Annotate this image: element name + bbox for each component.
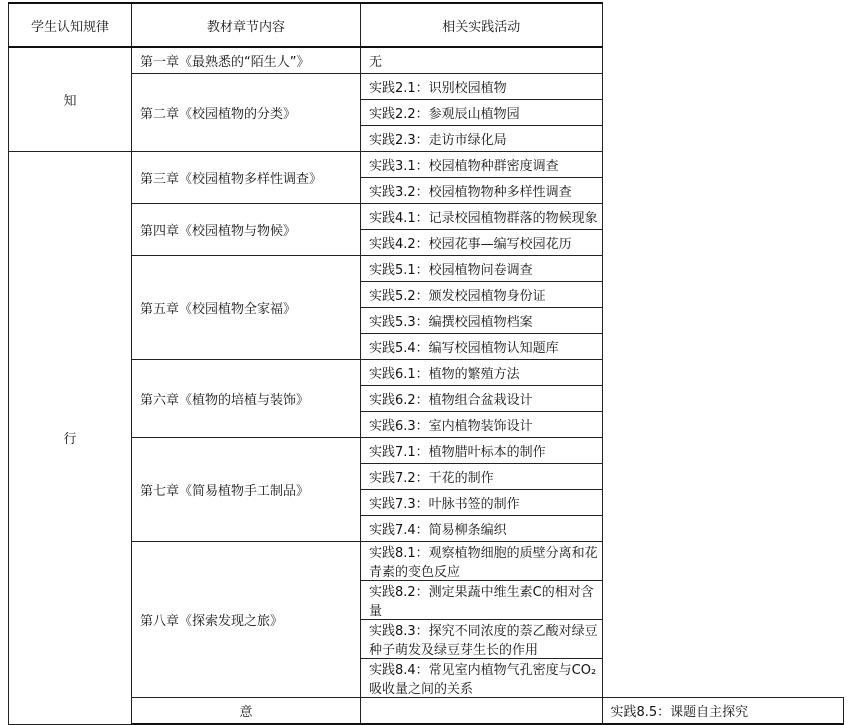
chapter-title: 第二章《校园植物的分类》 [132, 74, 361, 152]
curriculum-table [8, 2, 844, 725]
activity-cell: 无 [361, 47, 603, 74]
activity-cell: 实践8.3：探究不同浓度的萘乙酸对绿豆种子萌发及绿豆芽生长的作用 [361, 620, 603, 659]
activity-cell: 实践6.2：植物组合盆栽设计 [361, 386, 603, 412]
table-row [9, 152, 844, 178]
activity-cell: 实践2.3：走访市绿化局 [361, 126, 603, 152]
activity-cell: 实践7.2：干花的制作 [361, 464, 603, 490]
activity-cell: 实践5.4：编写校园植物认知题库 [361, 334, 603, 360]
chapter-title: 第五章《校园植物全家福》 [132, 256, 361, 360]
table-row [9, 204, 844, 230]
table-row [9, 360, 844, 386]
stage-yi: 意 [132, 698, 361, 725]
stage-zhi: 知 [9, 47, 132, 152]
activity-cell: 实践8.4：常见室内植物气孔密度与CO₂吸收量之间的关系 [361, 659, 603, 698]
chapter-title: 第三章《校园植物多样性调查》 [132, 152, 361, 204]
table-row [9, 542, 844, 581]
activity-cell: 实践5.2：颁发校园植物身份证 [361, 282, 603, 308]
table-row [9, 698, 844, 725]
header-activities: 相关实践活动 [361, 3, 603, 47]
chapter-title: 第六章《植物的培植与装饰》 [132, 360, 361, 438]
activity-cell: 实践2.1：识别校园植物 [361, 74, 603, 100]
activity-cell: 实践7.3：叶脉书签的制作 [361, 490, 603, 516]
chapter-title: 第一章《最熟悉的“陌生人”》 [132, 47, 361, 74]
table-row [9, 256, 844, 282]
activity-cell: 实践7.4：简易柳条编织 [361, 516, 603, 542]
chapter-title: 第八章《探索发现之旅》 [132, 542, 361, 698]
activity-cell: 实践8.1：观察植物细胞的质壁分离和花青素的变色反应 [361, 542, 603, 581]
activity-cell: 实践3.1：校园植物种群密度调查 [361, 152, 603, 178]
chapter-title: 第四章《校园植物与物候》 [132, 204, 361, 256]
activity-cell: 实践3.2：校园植物物种多样性调查 [361, 178, 603, 204]
activity-cell: 实践8.2：测定果蔬中维生素C的相对含量 [361, 581, 603, 620]
activity-cell: 实践5.3：编撰校园植物档案 [361, 308, 603, 334]
activity-cell: 实践4.2：校园花事—编写校园花历 [361, 230, 603, 256]
header-row [9, 3, 844, 47]
activity-cell: 实践4.1：记录校园植物群落的物候现象 [361, 204, 603, 230]
chapter-title: 第七章《简易植物手工制品》 [132, 438, 361, 542]
table-row [9, 438, 844, 464]
chapter-title [361, 698, 603, 725]
header-cognition: 学生认知规律 [9, 3, 132, 47]
header-chapter: 教材章节内容 [132, 3, 361, 47]
activity-cell: 实践6.1：植物的繁殖方法 [361, 360, 603, 386]
activity-cell: 实践5.1：校园植物问卷调查 [361, 256, 603, 282]
activity-cell: 实践2.2：参观辰山植物园 [361, 100, 603, 126]
table-row [9, 74, 844, 100]
table-row [9, 47, 844, 74]
stage-xing: 行 [9, 152, 132, 725]
activity-cell: 实践6.3：室内植物装饰设计 [361, 412, 603, 438]
activity-cell: 实践7.1：植物腊叶标本的制作 [361, 438, 603, 464]
activity-cell: 实践8.5：课题自主探究 [602, 698, 844, 725]
